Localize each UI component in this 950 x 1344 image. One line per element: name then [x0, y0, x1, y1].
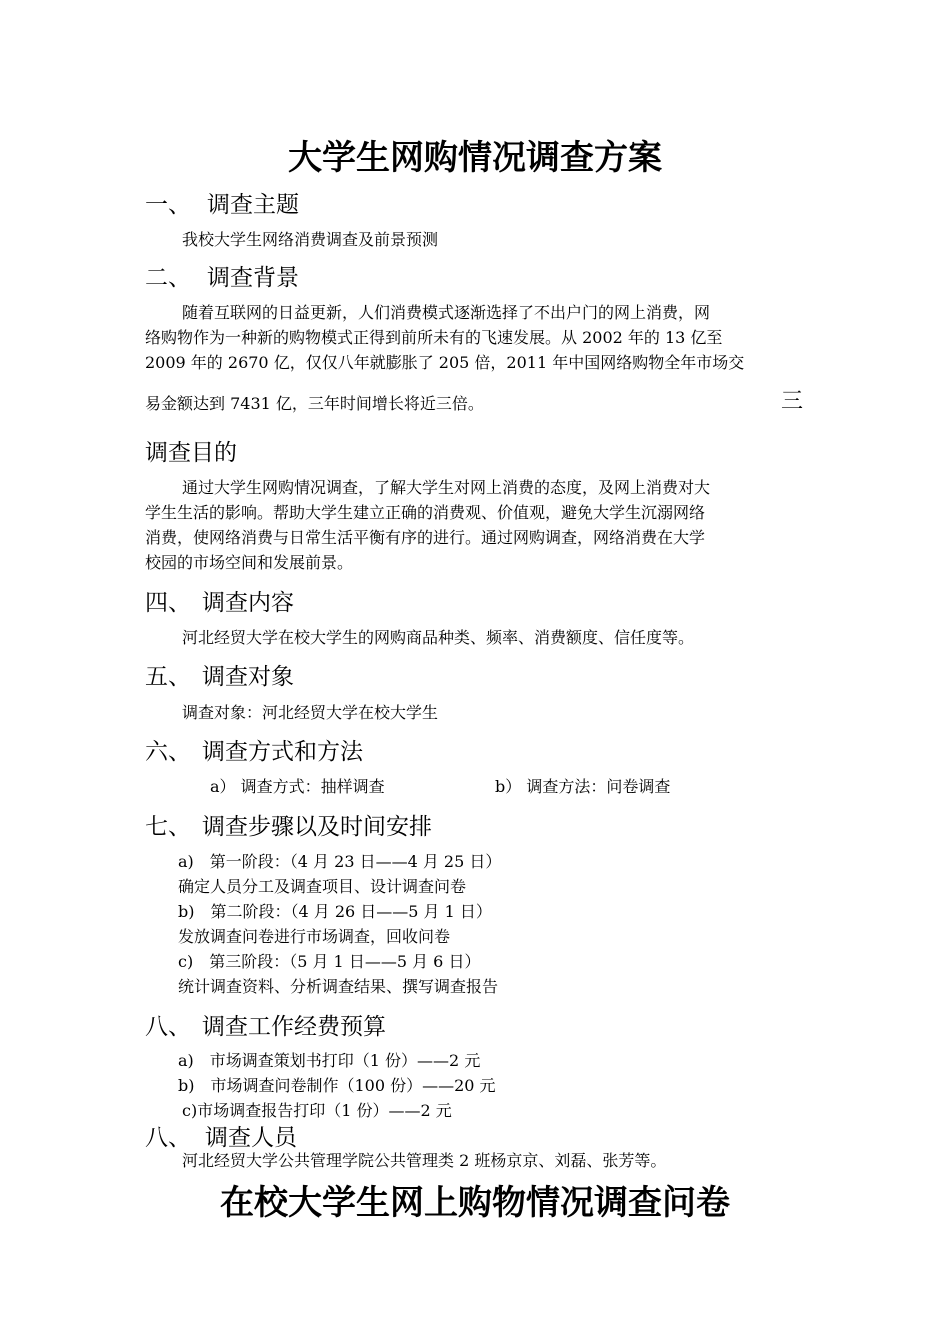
purpose-line-4: 校园的市场空间和发展前景。 [145, 553, 354, 572]
section-heading-background [145, 259, 299, 292]
purpose-line-1: 通过大学生网购情况调查，了解大学生对网上消费的态度，及网上消费对大 [182, 478, 711, 497]
section-title: 调查内容 [202, 590, 294, 616]
background-line-2: 络购物作为一种新的购物模式正得到前所未有的飞速发展。从 2002 年的 13 亿至 [145, 328, 723, 347]
section-heading-budget [145, 1008, 386, 1041]
section-title: 调查背景 [207, 265, 299, 291]
section-heading-purpose: 调查目的 [145, 440, 237, 466]
method-b: b） 调查方法：问卷调查 [495, 777, 671, 796]
purpose-line-3: 消费，使网络消费与日常生活平衡有序的进行。通过网购调查，网络消费在大学 [145, 528, 706, 547]
section-number: 七、 [145, 814, 191, 840]
section-title: 调查人员 [205, 1125, 297, 1151]
document-title: 大学生网购情况调查方案 [288, 138, 662, 178]
stray-character: 三 [781, 389, 804, 414]
background-line-1: 随着互联网的日益更新，人们消费模式逐渐选择了不出户门的网上消费，网 [182, 303, 711, 322]
section-heading-schedule [145, 808, 432, 841]
subjects-text: 调查对象：河北经贸大学在校大学生 [182, 703, 439, 722]
section-number: 一、 [145, 192, 191, 218]
schedule-item: b) 第二阶段：（4 月 26 日——5 月 1 日） [178, 902, 492, 921]
section-heading-content [145, 584, 294, 617]
background-line-3: 2009 年的 2670 亿，仅仅八年就膨胀了 205 倍，2011 年中国网络购物全年市场交 [145, 353, 745, 372]
content-text: 河北经贸大学在校大学生的网购商品种类、频率、消费额度、信任度等。 [182, 628, 695, 647]
questionnaire-title: 在校大学生网上购物情况调查问卷 [220, 1183, 730, 1223]
section-title: 调查对象 [202, 664, 294, 690]
section-title: 调查方式和方法 [202, 739, 363, 765]
schedule-item: a) 第一阶段：（4 月 23 日——4 月 25 日） [178, 852, 502, 871]
method-a: a） 调查方式：抽样调查 [210, 777, 385, 796]
section-title: 调查主题 [207, 192, 299, 218]
budget-item: b) 市场调查问卷制作（100 份）——20 元 [178, 1076, 496, 1095]
section-title: 调查步骤以及时间安排 [202, 814, 432, 840]
section-number: 八、 [145, 1014, 191, 1040]
section-number: 四、 [145, 590, 191, 616]
section-number: 二、 [145, 265, 191, 291]
section-title: 调查工作经费预算 [202, 1014, 386, 1040]
section-number: 六、 [145, 739, 191, 765]
schedule-item: 确定人员分工及调查项目、设计调查问卷 [178, 877, 467, 896]
section-number: 五、 [145, 664, 191, 690]
budget-item: a) 市场调查策划书打印（1 份）——2 元 [178, 1051, 481, 1070]
schedule-item: 统计调查资料、分析调查结果、撰写调查报告 [178, 977, 499, 996]
topic-text: 我校大学生网络消费调查及前景预测 [182, 230, 439, 249]
section-heading-methods [145, 733, 363, 766]
schedule-item: 发放调查问卷进行市场调查，回收问卷 [178, 927, 451, 946]
staff-text: 河北经贸大学公共管理学院公共管理类 2 班杨京京、刘磊、张芳等。 [182, 1151, 667, 1170]
budget-item: c)市场调查报告打印（1 份）——2 元 [182, 1101, 452, 1120]
purpose-line-2: 学生生活的影响。帮助大学生建立正确的消费观、价值观，避免大学生沉溺网络 [145, 503, 706, 522]
background-line-4: 易金额达到 7431 亿，三年时间增长将近三倍。 [145, 394, 484, 413]
section-number: 八、 [145, 1125, 191, 1151]
schedule-item: c) 第三阶段：（5 月 1 日——5 月 6 日） [178, 952, 481, 971]
section-heading-subjects [145, 658, 294, 691]
section-heading-topic [145, 186, 299, 219]
